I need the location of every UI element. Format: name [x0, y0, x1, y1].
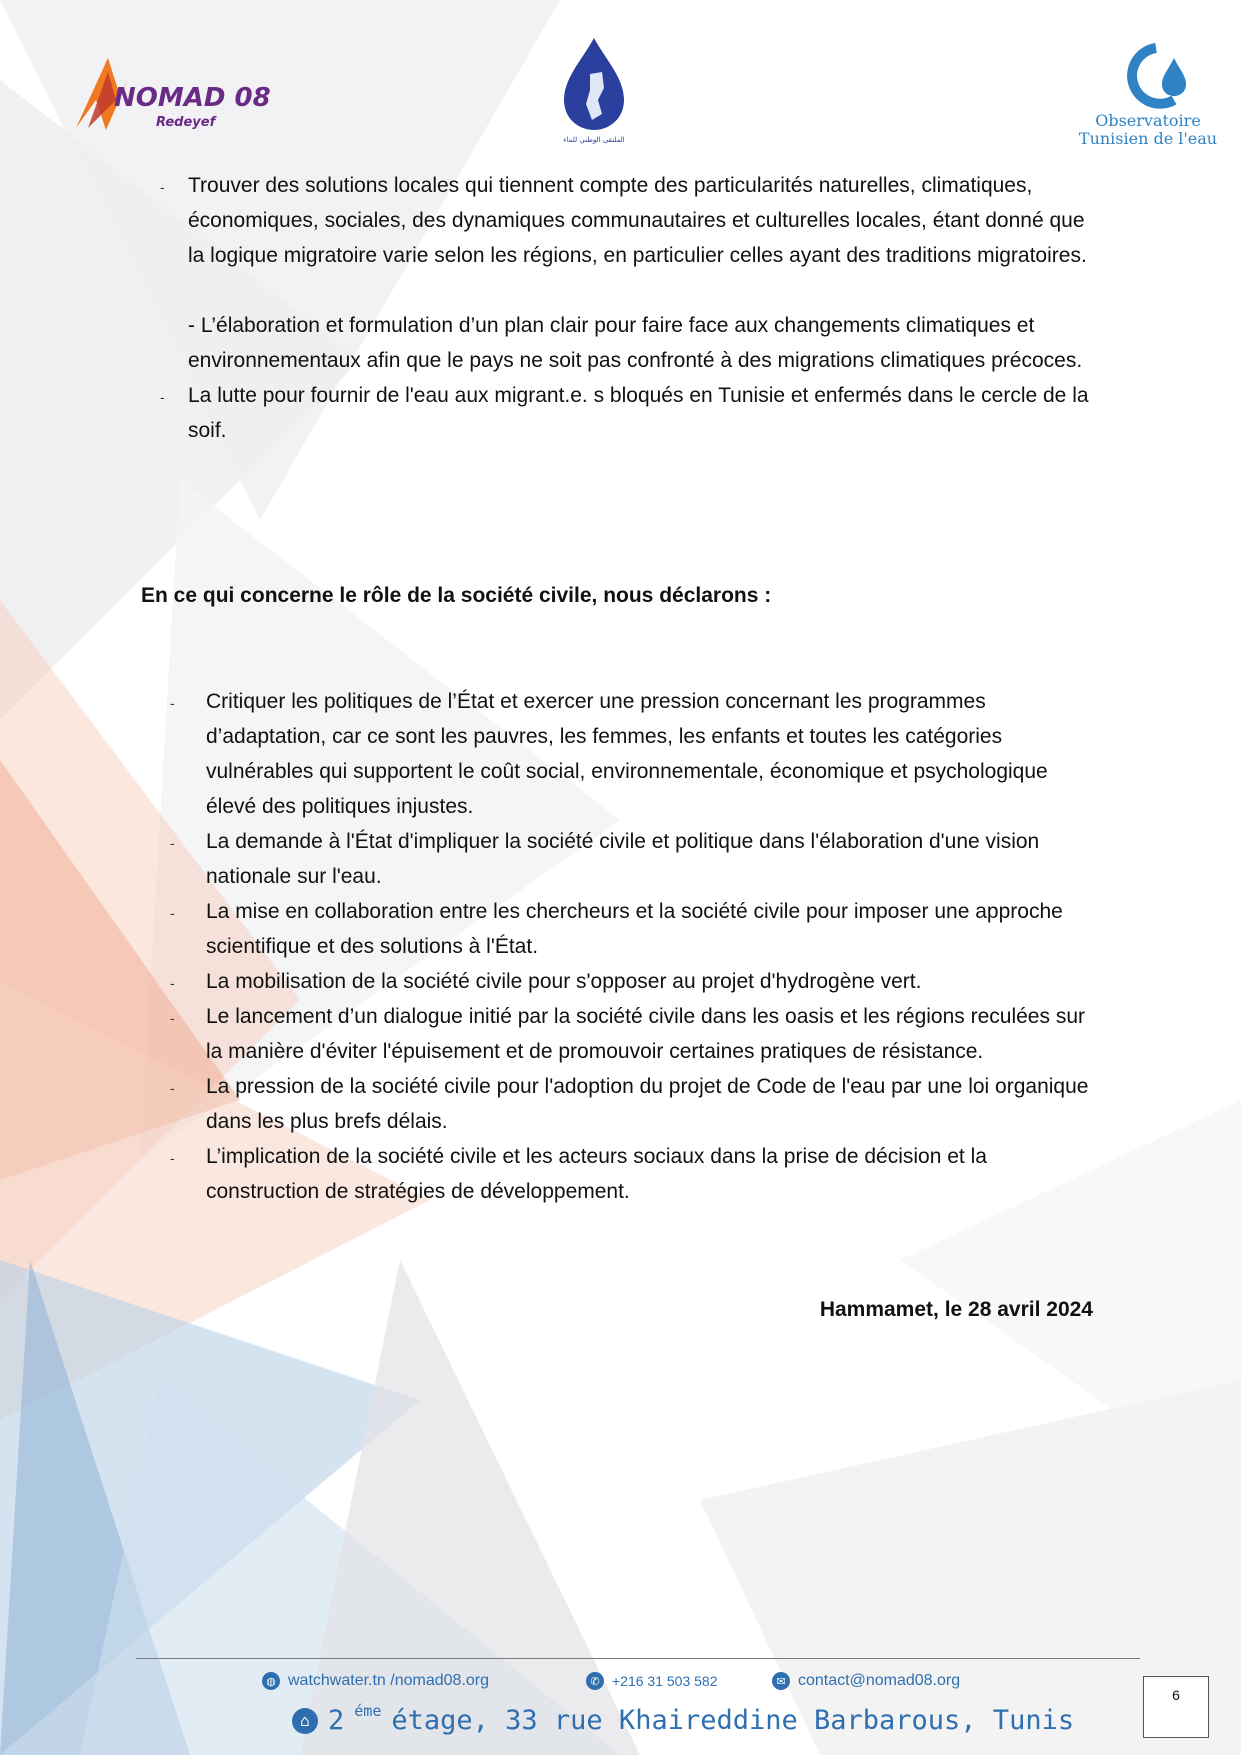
svg-text:الملتقى الوطني للماء: الملتقى الوطني للماء: [563, 136, 625, 144]
list-civil-society-points: [170, 684, 1090, 1209]
list-item: [160, 308, 1100, 378]
footer-phone[interactable]: [586, 1672, 718, 1690]
bullet: -: [170, 1010, 175, 1026]
observatoire-name-line2: Tunisien de l'eau: [1078, 129, 1218, 148]
list-item-text: Le lancement d’un dialogue initié par la société civile dans les oasis et les régions reculées sur la manière d'éviter l'épuisement et de promouvoir certaines pratiques de résistance.: [206, 1005, 1085, 1063]
observatoire-name-line1: Observatoire: [1095, 111, 1201, 130]
globe-icon: ◍: [262, 1672, 280, 1690]
list-item: [160, 168, 1100, 273]
section-heading: En ce qui concerne le rôle de la société civile, nous déclarons :: [141, 584, 772, 607]
observatoire-logo: [1078, 38, 1218, 150]
bullet: -: [170, 1080, 175, 1096]
national-water-forum-logo: [552, 34, 636, 146]
home-icon: ⌂: [292, 1708, 318, 1734]
list-item: [170, 964, 1090, 999]
bullet: -: [160, 389, 165, 405]
list-item: [160, 378, 1100, 448]
list-item-text: L’implication de la société civile et les acteurs sociaux dans la prise de décision et la construction de stratégies de développement.: [206, 1145, 987, 1203]
list-item: [170, 1139, 1090, 1209]
list-item-text: La lutte pour fournir de l'eau aux migrant.e. s bloqués en Tunisie et enfermés dans le cercle de la soif.: [188, 384, 1089, 442]
address-superscript: éme: [354, 1701, 382, 1720]
address-text: étage, 33 rue Khaireddine Barbarous, Tunis: [391, 1705, 1075, 1736]
footer-website[interactable]: [262, 1672, 489, 1690]
list-item: [170, 1069, 1090, 1139]
footer-address: [292, 1701, 1075, 1736]
bullet: -: [170, 835, 175, 851]
footer-website-text: watchwater.tn /nomad08.org: [288, 1672, 490, 1689]
list-item-text: La mobilisation de la société civile pour s'opposer au projet d'hydrogène vert.: [206, 970, 922, 993]
bullet: -: [170, 1150, 175, 1166]
list-item: [170, 684, 1090, 824]
nomad08-logo: [68, 50, 271, 140]
phone-icon: ✆: [586, 1672, 604, 1690]
svg-text:NOMAD 08: NOMAD 08: [114, 83, 271, 113]
envelope-icon: ✉: [772, 1672, 790, 1690]
footer-phone-text: +216 31 503 582: [612, 1673, 718, 1689]
bullet: -: [170, 905, 175, 921]
page-number: 6: [1143, 1676, 1209, 1738]
list-item: [170, 999, 1090, 1069]
list-item-text: Critiquer les politiques de l’État et exercer une pression concernant les programmes d’adaptation, car ce sont les pauvres, les femmes, les enfants et toutes les catégories vulnérables qui supportent le coût social, environnementale, économique et psychologique élevé des politiques injustes.: [206, 690, 1048, 818]
place-date-signature: Hammamet, le 28 avril 2024: [819, 1298, 1093, 1321]
list-item-text: La pression de la société civile pour l'adoption du projet de Code de l'eau par une loi organique dans les plus brefs délais.: [206, 1075, 1089, 1133]
list-item-text: - L’élaboration et formulation d’un plan clair pour faire face aux changements climatiques et environnementaux afin que le pays ne soit pas confronté à des migrations climatiques précoces.: [188, 314, 1083, 372]
list-item-text: Trouver des solutions locales qui tiennent compte des particularités naturelles, climatiques, économiques, sociales, des dynamiques communautaires et culturelles locales, étant donné que la logique migratoire varie selon les régions, en particulier celles ayant des traditions migratoires.: [188, 174, 1087, 267]
svg-text:Redeyef: Redeyef: [156, 115, 216, 130]
bullet: -: [170, 695, 175, 711]
address-number: 2: [328, 1705, 345, 1736]
footer-divider: [136, 1658, 1140, 1659]
list-migration-points: [160, 168, 1100, 448]
footer-email[interactable]: [772, 1672, 960, 1690]
bullet: -: [170, 975, 175, 991]
list-item: [170, 824, 1090, 894]
list-item-text: La demande à l'État d'impliquer la société civile et politique dans l'élaboration d'une vision nationale sur l'eau.: [206, 830, 1040, 888]
list-item: [170, 894, 1090, 964]
list-item-text: La mise en collaboration entre les chercheurs et la société civile pour imposer une approche scientifique et des solutions à l'État.: [206, 900, 1063, 958]
bullet: -: [160, 179, 165, 195]
footer-email-text: contact@nomad08.org: [798, 1672, 961, 1689]
